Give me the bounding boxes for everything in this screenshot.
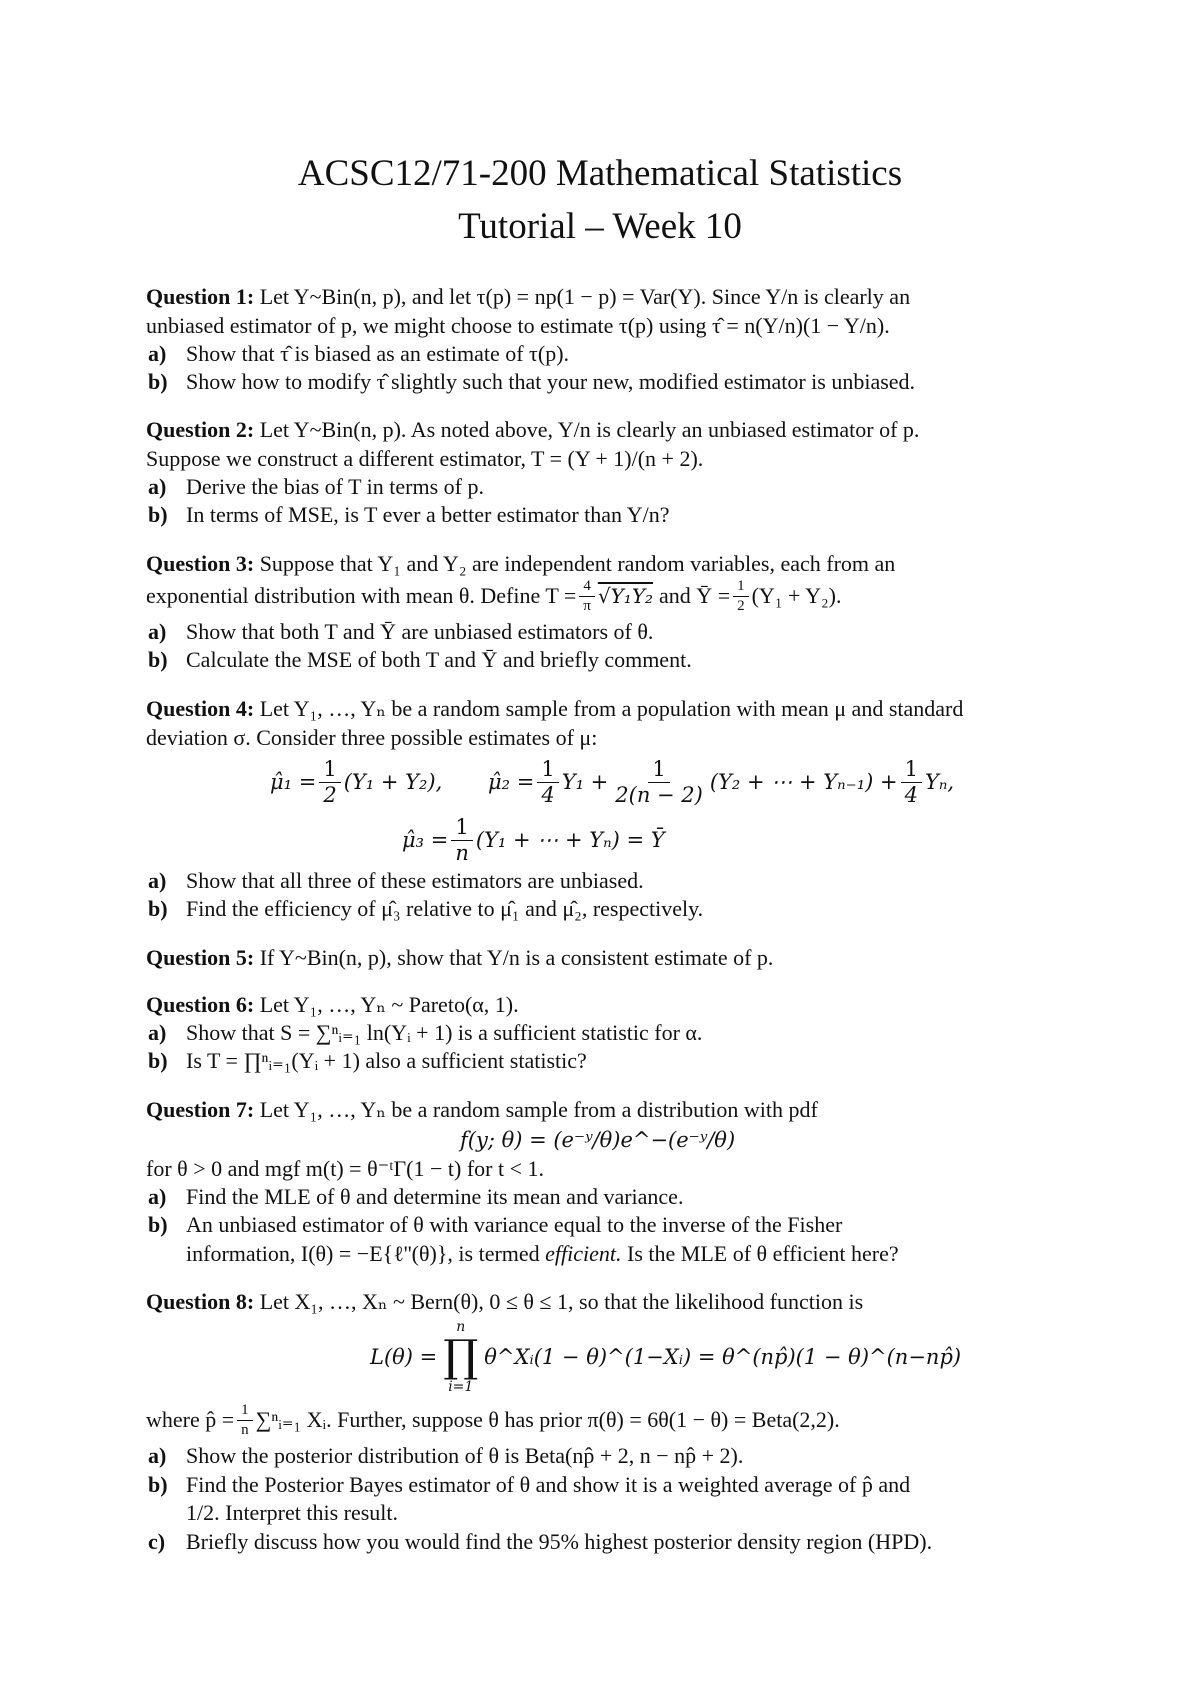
question-1-text-1: Let Y~Bin(n, p), and let τ(p) = np(1 − p) = Var(Y). Since Y/n is clearly an	[259, 284, 911, 309]
denominator: π	[583, 597, 591, 614]
fraction	[537, 756, 558, 807]
question-6-text-1: Let Y₁, …, Yₙ ~ Pareto(α, 1).	[259, 992, 519, 1017]
fraction	[319, 756, 340, 807]
fraction	[611, 756, 707, 807]
question-4-part-a	[148, 867, 644, 895]
part-label: c)	[148, 1529, 166, 1554]
product-symbol-icon: ∏	[443, 1331, 479, 1382]
part-label: b)	[148, 1048, 168, 1073]
part-label: b)	[148, 502, 168, 527]
numerator: 1	[733, 579, 749, 597]
part-label: b)	[148, 896, 168, 921]
numerator: 1	[537, 759, 558, 783]
eq-lhs: μ̂₃ =	[402, 828, 449, 852]
question-8-part-b	[148, 1471, 911, 1499]
part-text: Show that τ̂ is biased as an estimate of τ(p).	[186, 341, 570, 366]
document-title: ACSC12/71-200 Mathematical Statistics	[297, 153, 903, 194]
question-2-label: Question 2:	[146, 417, 255, 442]
part-label: b)	[148, 647, 168, 672]
question-1-part-a	[148, 340, 570, 368]
question-3-text-2-mid: and Ȳ =	[659, 583, 731, 608]
numerator: 1	[237, 1403, 253, 1421]
emphasis-text: efficient.	[545, 1241, 622, 1266]
part-label: a)	[148, 1443, 167, 1468]
question-5-label: Question 5:	[146, 945, 255, 970]
eq-rhs: (Y₁ + Y₂),	[343, 770, 443, 794]
eq-term: Yₙ,	[924, 770, 955, 794]
fraction	[733, 579, 749, 614]
question-3-line-2	[146, 578, 841, 614]
question-4-label: Question 4:	[146, 696, 255, 721]
fraction	[901, 756, 922, 807]
fraction	[451, 814, 473, 865]
part-text: Show that S = ∑ⁿᵢ₌₁ ln(Yᵢ + 1) is a sufficient statistic for α.	[186, 1020, 703, 1045]
question-3-text-2-post: (Y₁ + Y₂).	[751, 583, 842, 608]
question-1-label: Question 1:	[146, 284, 255, 309]
question-8-part-c	[148, 1528, 933, 1556]
question-8-part-a	[148, 1442, 744, 1470]
part-text: Is T = ∏ⁿᵢ₌₁(Yᵢ + 1) also a sufficient statistic?	[186, 1048, 587, 1073]
numerator: 4	[579, 579, 595, 597]
numerator: 1	[451, 817, 472, 841]
eq-term: (Y₂ + ⋯ + Yₙ₋₁) +	[709, 770, 898, 794]
part-text: In terms of MSE, is T ever a better estimator than Y/n?	[186, 502, 670, 527]
denominator: 4	[904, 782, 918, 807]
part-text: Show that all three of these estimators are unbiased.	[186, 868, 644, 893]
question-6-line-1	[146, 991, 519, 1019]
question-2-text-2: Suppose we construct a different estimator, T = (Y + 1)/(n + 2).	[146, 446, 704, 471]
question-7-part-b-cont	[186, 1240, 899, 1268]
part-text: Derive the bias of T in terms of p.	[186, 474, 484, 499]
question-8-text-1: Let X₁, …, Xₙ ~ Bern(θ), 0 ≤ θ ≤ 1, so that the likelihood function is	[259, 1289, 864, 1314]
question-3-label: Question 3:	[146, 551, 255, 576]
denominator: 2	[737, 597, 745, 614]
product-upper: n	[456, 1319, 466, 1335]
question-7-pdf-equation: f(y; θ) = (e⁻ʸ/θ)e^−(e⁻ʸ/θ)	[460, 1128, 736, 1152]
eq-lhs: μ̂₁ =	[270, 770, 317, 794]
question-4-line-1	[146, 695, 963, 723]
document-subtitle: Tutorial – Week 10	[458, 206, 742, 247]
question-7-label: Question 7:	[146, 1097, 255, 1122]
question-2-text-1: Let Y~Bin(n, p). As noted above, Y/n is clearly an unbiased estimator of p.	[259, 417, 920, 442]
part-text: An unbiased estimator of θ with variance equal to the inverse of the Fisher	[186, 1212, 843, 1237]
question-3-part-a	[148, 618, 654, 646]
fraction	[579, 579, 595, 614]
question-5-line-1	[146, 944, 773, 972]
question-3-line-1	[146, 550, 895, 578]
denominator: n	[241, 1421, 249, 1438]
part-text: Show the posterior distribution of θ is Beta(np̂ + 2, n − np̂ + 2).	[186, 1443, 744, 1468]
question-6-part-a	[148, 1019, 703, 1047]
question-6-label: Question 6:	[146, 992, 255, 1017]
part-text: information, I(θ) = −E{ℓ''(θ)}, is termed	[186, 1241, 540, 1266]
denominator: 2	[323, 782, 337, 807]
equation-mu-hat-1	[270, 752, 442, 812]
question-8-label: Question 8:	[146, 1289, 255, 1314]
numerator: 1	[319, 759, 340, 783]
eq-lhs: μ̂₂ =	[488, 770, 535, 794]
equation-mu-hat-2	[488, 752, 954, 812]
part-text: Find the Posterior Bayes estimator of θ and show it is a weighted average of p̂ and	[186, 1472, 911, 1497]
question-8-line-2	[146, 1402, 840, 1438]
question-3-text-2-pre: exponential distribution with mean θ. Define T =	[146, 583, 577, 608]
question-2-part-a	[148, 473, 484, 501]
denominator: 4	[541, 782, 555, 807]
part-text: Find the efficiency of μ̂₃ relative to μ̂₁ and μ̂₂, respectively.	[186, 896, 704, 921]
question-7-text-1: Let Y₁, …, Yₙ be a random sample from a distribution with pdf	[259, 1097, 818, 1122]
question-3-text-1: Suppose that Y₁ and Y₂ are independent random variables, each from an	[259, 551, 896, 576]
question-8-line-1	[146, 1288, 863, 1316]
eq-rhs: θ^Xᵢ(1 − θ)^(1−Xᵢ) = θ^(np̂)(1 − θ)^(n−np̂)	[484, 1345, 962, 1369]
question-8-text-2-post: ∑ⁿᵢ₌₁ Xᵢ. Further, suppose θ has prior π(θ) = 6θ(1 − θ) = Beta(2,2).	[255, 1407, 840, 1432]
part-label: a)	[148, 1184, 167, 1209]
question-4-part-b	[148, 895, 704, 923]
part-text: Briefly discuss how you would find the 95% highest posterior density region (HPD).	[186, 1529, 933, 1554]
question-1-line-1	[146, 283, 910, 311]
question-2-part-b	[148, 501, 670, 529]
part-label: a)	[148, 341, 167, 366]
question-7-text-2: for θ > 0 and mgf m(t) = θ⁻ᵗΓ(1 − t) for t < 1.	[146, 1156, 545, 1181]
part-label: b)	[148, 1212, 168, 1237]
denominator: n	[455, 840, 469, 865]
question-8-part-b-cont: 1/2. Interpret this result.	[186, 1500, 399, 1525]
part-text: Show that both T and Ȳ are unbiased estimators of θ.	[186, 619, 654, 644]
equation-mu-hat-3	[402, 812, 665, 868]
denominator: 2(n − 2)	[615, 782, 703, 807]
part-text: Show how to modify τ̂ slightly such that your new, modified estimator is unbiased.	[186, 369, 916, 394]
question-1-part-b	[148, 368, 916, 396]
question-7-part-b	[148, 1211, 843, 1239]
part-label: b)	[148, 369, 168, 394]
question-5-text-1: If Y~Bin(n, p), show that Y/n is a consistent estimate of p.	[259, 945, 774, 970]
question-2-line-1	[146, 416, 919, 444]
part-label: a)	[148, 1020, 167, 1045]
question-4-text-2: deviation σ. Consider three possible estimates of μ:	[146, 725, 598, 750]
part-text: Find the MLE of θ and determine its mean and variance.	[186, 1184, 684, 1209]
product-operator	[443, 1319, 478, 1395]
question-7-part-a	[148, 1183, 684, 1211]
part-text: Calculate the MSE of both T and Ȳ and briefly comment.	[186, 647, 692, 672]
question-8-text-2-pre: where p̂ =	[146, 1407, 235, 1432]
fraction	[237, 1403, 253, 1438]
question-6-part-b	[148, 1047, 587, 1075]
part-label: b)	[148, 1472, 168, 1497]
sqrt-term: √Y₁Y₂	[597, 584, 654, 608]
question-1-text-2: unbiased estimator of p, we might choose to estimate τ(p) using τ̂ = n(Y/n)(1 − Y/n).	[146, 313, 890, 338]
part-text: Is the MLE of θ efficient here?	[627, 1241, 899, 1266]
part-label: a)	[148, 868, 167, 893]
likelihood-equation	[370, 1316, 961, 1398]
part-label: a)	[148, 474, 167, 499]
eq-term: Y₁ +	[561, 770, 609, 794]
numerator: 1	[648, 759, 669, 783]
eq-lhs: L(θ) =	[370, 1345, 438, 1369]
question-4-text-1: Let Y₁, …, Yₙ be a random sample from a population with mean μ and standard	[259, 696, 964, 721]
product-lower: i=1	[448, 1379, 474, 1395]
question-7-line-1	[146, 1096, 818, 1124]
numerator: 1	[901, 759, 922, 783]
question-3-part-b	[148, 646, 692, 674]
eq-rhs: (Y₁ + ⋯ + Yₙ) = Ȳ	[475, 828, 665, 852]
part-label: a)	[148, 619, 167, 644]
